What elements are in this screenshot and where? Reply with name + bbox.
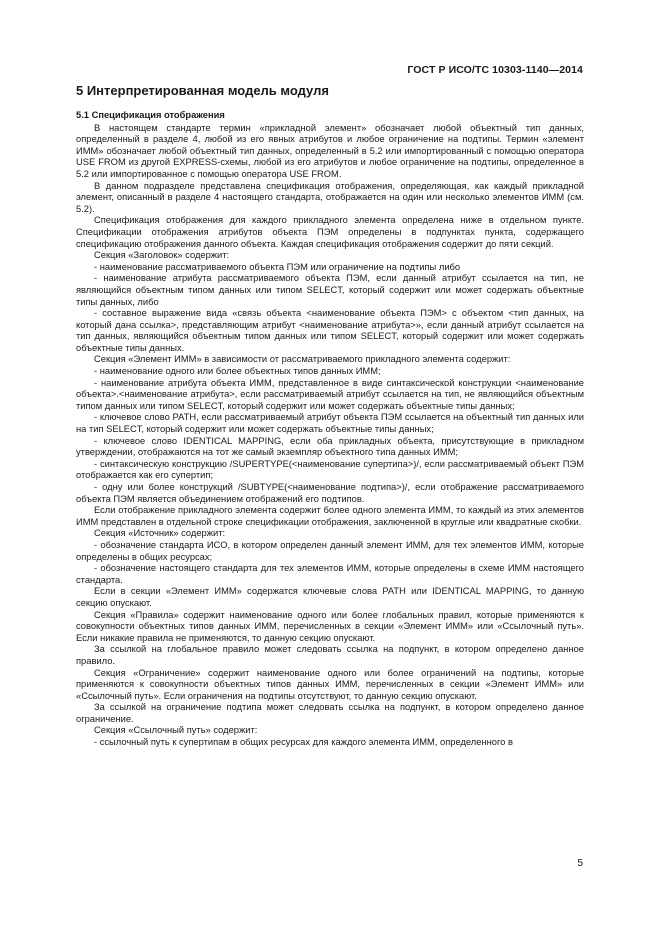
list-item: - наименование атрибута объекта ИММ, представленное в виде синтаксической конструкции <наименование объекта>.<наименование атрибута>, если рассматриваемый атрибут ссылается на тип, не являющийся объектным типом данных или типом SELECT, который содержит или может содержать объектные типы данных; [76,377,584,411]
list-item: - наименование атрибута рассматриваемого объекта ПЭМ, если данный атрибут ссылается на тип, не являющийся объектным типом данных или типом SELECT, который содержит или может содержать объектные типы данных, либо [76,273,584,307]
paragraph: Секция «Источник» содержит: [94,528,226,539]
list-item: - ссылочный путь к супертипам в общих ресурсах для каждого элемента ИММ, определенного в [94,737,513,748]
subsection-title: 5.1 Спецификация отображения [76,110,225,120]
paragraph: В данном подразделе представлена спецификация отображения, определяющая, как каждый прикладной элемент, описанный в разделе 4 настоящего стандарта, отображается на один или несколько элементов ИММ (см. 5.2). [76,180,584,214]
list-item: - ключевое слово PATH, если рассматриваемый атрибут объекта ПЭМ ссылается на объектный тип данных или на тип SELECT, который содержит или может содержать объектные типы данных; [76,412,584,435]
paragraph: Секция «Заголовок» содержит: [94,250,230,261]
list-item: - обозначение настоящего стандарта для тех элементов ИММ, которые определены в схеме ИММ настоящего стандарта. [76,563,584,585]
list-item: - наименование рассматриваемого объекта ПЭМ или ограничение на подтипы либо [94,261,461,272]
list-item: - составное выражение вида «связь объекта <наименование объекта ПЭМ> с объектом <тип данных, на который дана ссылка>, представляющим атрибут <наименование атрибута>», если данный атрибут ссылается на тип данных, являющийся объектным типом данных или типом SELECT, который содержит или может содержать объектные типы данных. [76,308,584,353]
list-item: - ключевое слово IDENTICAL MAPPING, если оба прикладных объекта, присутствующие в прикладном утверждении, отображаются на тот же самый экземпляр объектного типа данных ИММ; [76,435,584,458]
paragraph: Секция «Ограничение» содержит наименование одного или более ограничений на подтипы, которые применяются к совокупности объектных типов данных ИММ, перечисленных в секции «Элемент ИММ» или «Ссылочный путь». Если ограничения на подтипы отсутствуют, то данную секцию опускают. [76,667,584,701]
paragraph: За ссылкой на ограничение подтипа может следовать ссылка на подпункт, в котором определено данное ограничение. [76,702,584,724]
paragraph: Секция «Элемент ИММ» в зависимости от рассматриваемого прикладного элемента содержит: [94,354,511,365]
list-item: - одну или более конструкций /SUBTYPE(<наименование подтипа>)/, если отображение рассматриваемого объекта ПЭМ является объединением отображений его подтипов. [76,482,584,504]
paragraph: Секция «Правила» содержит наименование одного или более глобальных правил, которые применяются к совокупности объектных типов данных ИММ, перечисленных в секции «Элемент ИММ» или «Ссылочный путь». Если никакие правила не применяются, то данную секцию опускают. [76,609,584,643]
list-item: - синтаксическую конструкцию /SUPERTYPE(<наименование супертипа>)/, если рассматриваемый объект ПЭМ отображается как его супертип; [76,458,584,481]
list-item: - обозначение стандарта ИСО, в котором определен данный элемент ИММ, для тех элементов ИММ, которые определены в общих ресурсах; [76,539,584,562]
paragraph: За ссылкой на глобальное правило может следовать ссылка на подпункт, в котором определено данное правило. [76,644,584,666]
paragraph: Секция «Ссылочный путь» содержит: [94,725,258,736]
page-number: 5 [577,858,583,869]
paragraph: Если в секции «Элемент ИММ» содержатся ключевые слова PATH или IDENTICAL MAPPING, то данную секцию опускают. [76,586,584,608]
paragraph: В настоящем стандарте термин «прикладной элемент» обозначает любой объектный тип данных, определенный в разделе 4, любой из его явных атрибутов и любое ограничение на подтипы. Термин «элемент ИММ» обозначает любой объектный тип данных, определенный в 5.2 или импортированный с помощью оператора USE FROM из другой EXPRESS-схемы, любой из его атрибутов и любое ограничение на подтипы, определенное в 5.2 или импортированное с помощью оператора USE FROM. [76,122,584,179]
paragraph: Спецификация отображения для каждого прикладного элемента определена ниже в отдельном пункте. Спецификации отображения атрибутов объекта ПЭМ определены в подпунктах пункта, содержащего спецификацию отображения данного объекта. Каждая спецификация отображения содержит до пяти секций. [76,215,584,249]
paragraph: Если отображение прикладного элемента содержит более одного элемента ИММ, то каждый из этих элементов ИММ представлен в отдельной строке спецификации отображения, заключенной в круглые или квадратные скобки. [76,505,584,527]
section-title: 5 Интерпретированная модель модуля [76,83,329,98]
document-body [76,110,584,749]
list-item: - наименование одного или более объектных типов данных ИММ; [94,366,381,377]
document-header: ГОСТ Р ИСО/ТС 10303-1140—2014 [407,64,583,76]
